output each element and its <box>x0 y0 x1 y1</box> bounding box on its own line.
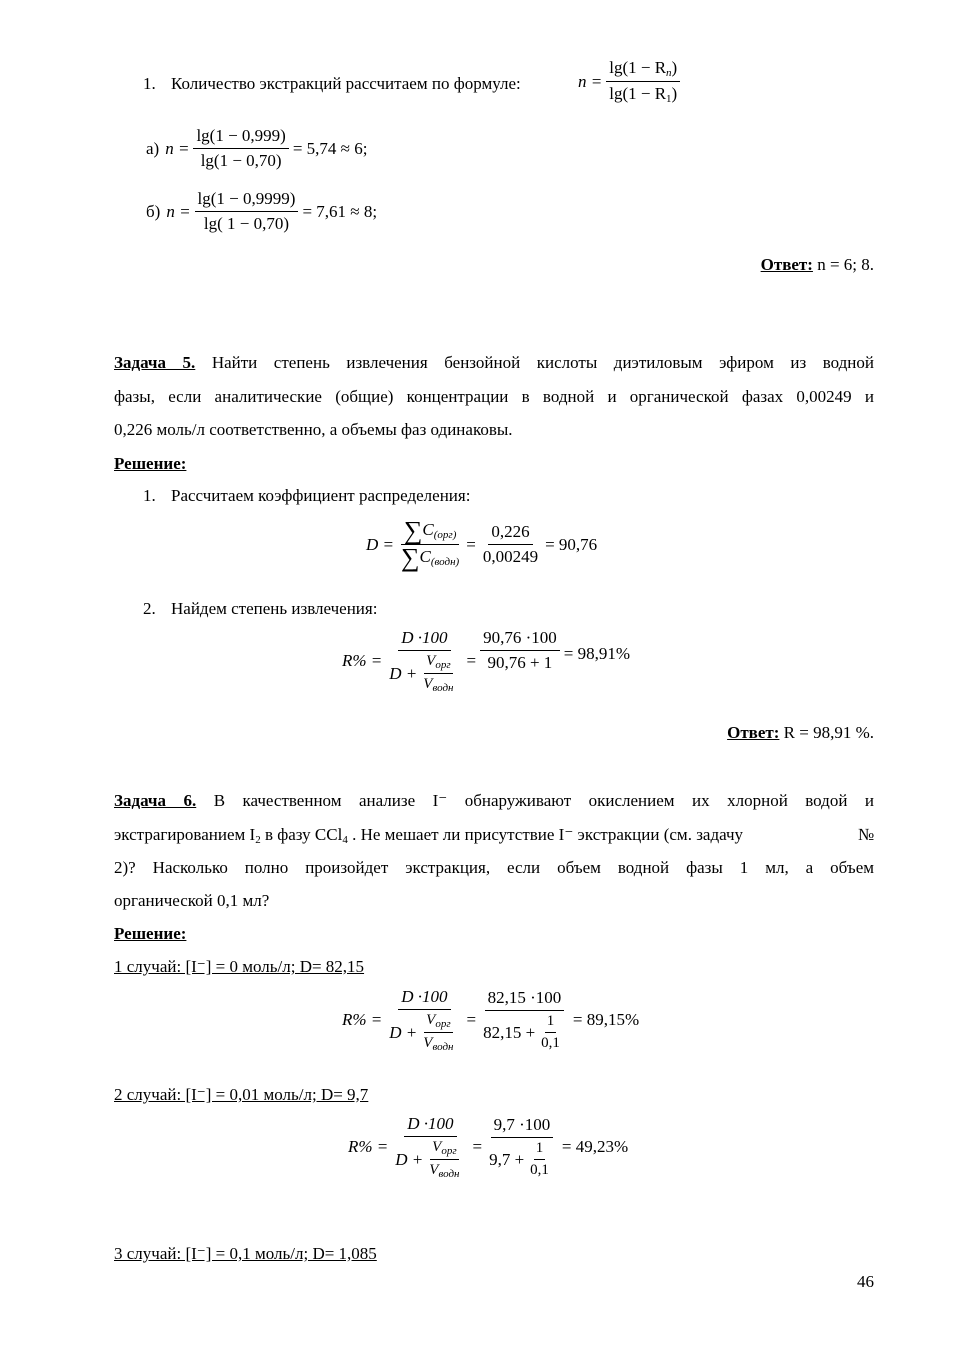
calc-b-num: lg(1 − 0,9999) <box>195 189 299 212</box>
case3-label: 3 случай: [I⁻] = 0,1 моль/л; D= 1,085 <box>114 1244 377 1263</box>
task5-line1: Задача 5. Найти степень извлечения бензойной кислоты диэтиловым эфиром из водной <box>114 353 874 372</box>
task6-title: Задача 6. <box>114 791 197 810</box>
calc-a: а) n = $\frac{\lg(1 - 0,999)}{\lg(1 - 0,70)}$ = 5,74 ≈ 6; <box>146 126 368 170</box>
task5-line3: 0,226 моль/л соответственно, а объемы фаз одинаковы. <box>114 420 513 439</box>
page-number: 46 <box>857 1272 874 1291</box>
formula-n: n = $\frac{\lg(1 - R_n)}{\lg(1 - R_1)}$ <box>578 58 684 105</box>
answer-1: Ответ: n = 6; 8. <box>760 255 874 274</box>
task6-line3: 2)? Насколько полно произойдет экстракция, если объем водной фазы 1 мл, а объем <box>114 858 874 877</box>
case1-label: 1 случай: [I⁻] = 0 моль/л; D= 82,15 <box>114 957 365 976</box>
equation-D-result: = 90,76 <box>545 534 598 554</box>
calc-b-result: = 7,61 ≈ 8; <box>302 201 378 221</box>
calc-a-den: lg(1 − 0,70) <box>200 151 282 170</box>
task6-line1: Задача 6. В качественном анализе I⁻ обнаруживают окислением их хлорной водой и <box>114 791 875 810</box>
task5-line2: фазы, если аналитические (общие) концентрации в водной и органической фазах 0,00249 и <box>114 387 874 406</box>
task5-solution: Решение: <box>114 454 187 473</box>
answer-2: Ответ: R = 98,91 %. <box>727 723 874 742</box>
formula-n-den: lg(1 − R <box>609 84 667 103</box>
task5-step2-num: 2. <box>143 599 156 618</box>
calc-b-den: lg( 1 − 0,70) <box>203 214 290 233</box>
task5-step1: Рассчитаем коэффициент распределения: <box>171 486 471 505</box>
task5-step2: Найдем степень извлечения: <box>171 599 378 618</box>
task6-line4: органической 0,1 мл? <box>114 891 270 910</box>
equation-case2-result: = 49,23% <box>561 1137 629 1156</box>
task5-title: Задача 5. <box>114 353 196 372</box>
task6-solution: Решение: <box>114 924 187 943</box>
equation-case1-result: = 89,15% <box>572 1010 640 1029</box>
task6-number-sign: № <box>858 825 875 844</box>
equation-case1: R% = D ·100 D + $\frac{V_{орг}}{V_{водн}}$ = 82,15 ·100 82,15 + $\frac{1}{0,1}$ = 89,15% <box>342 987 640 1053</box>
equation-D: D = $\frac{\sum C_{(орг)}}{\sum C_{(водн)}}$ = $\frac{0,226}{0,00249}$ = 90,76 <box>366 516 598 572</box>
task5-step1-num: 1. <box>143 486 156 505</box>
equation-R-result: = 98,91% <box>563 644 630 663</box>
formula-n-num: lg(1 − R <box>609 58 667 77</box>
equation-R: R% = D ·100 D + $\frac{V_{орг}}{V_{водн}}$ = $\frac{90,76 \cdot 100}{90,76 + 1}$ = 98,91% <box>342 628 630 694</box>
equation-case2: R% = D ·100 D + $\frac{V_{орг}}{V_{водн}}$ = 9,7 ·100 9,7 + $\frac{1}{0,1}$ = 49,23% <box>348 1114 629 1180</box>
calc-b: б) n = $\frac{\lg(1 - 0,9999)}{\lg( 1 - 0,70)}$ = 7,61 ≈ 8; <box>146 189 378 233</box>
task6-line2: экстрагированием $I_2$ в фазу CCl$_4$ . Не мешает ли присутствие I⁻ экстракции (см. задачу <box>114 825 744 846</box>
formula-n-lhs: n = <box>578 71 603 91</box>
calc-a-num: lg(1 − 0,999) <box>193 126 288 149</box>
calc-a-label: а) <box>146 138 160 158</box>
case2-label: 2 случай: [I⁻] = 0,01 моль/л; D= 9,7 <box>114 1085 369 1104</box>
item1-text: Количество экстракций рассчитаем по формуле: <box>171 74 521 93</box>
calc-a-result: = 5,74 ≈ 6; <box>292 138 368 158</box>
calc-b-label: б) <box>146 201 161 221</box>
item1-number: 1. <box>143 74 156 93</box>
